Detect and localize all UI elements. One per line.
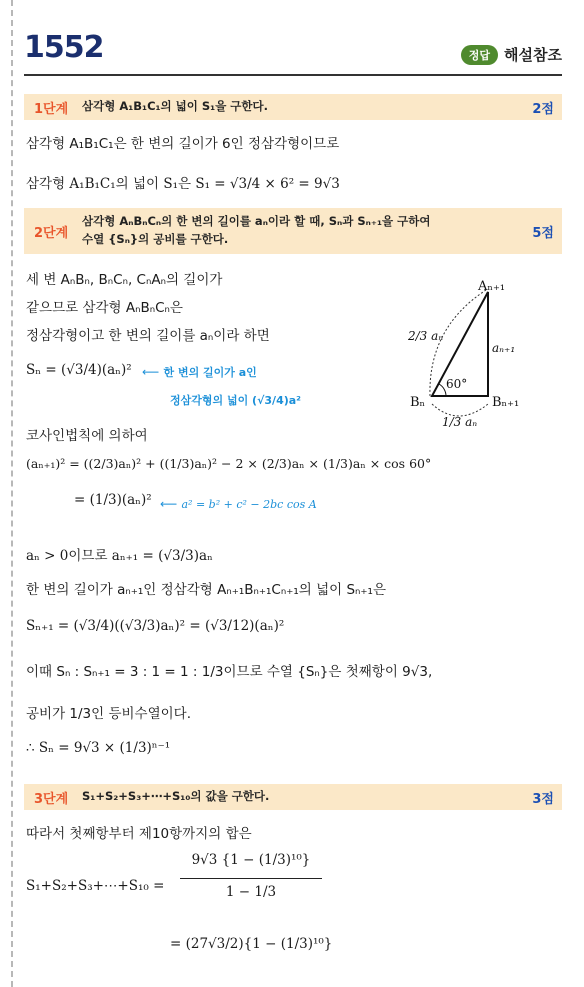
arrow-left-icon: ⟵ xyxy=(160,497,178,511)
text-line-9: = (1/3)(aₙ)² xyxy=(74,492,152,508)
bottom-side-label: 1/3 aₙ xyxy=(442,415,478,429)
text-line-8: (aₙ₊₁)² = ((2/3)aₙ)² + ((1/3)aₙ)² − 2 × (2/3)aₙ × (1/3)aₙ × cos 60° xyxy=(26,456,432,471)
sum-lhs: S₁+S₂+S₃+⋯+S₁₀ = xyxy=(26,878,165,894)
step-1-bar xyxy=(24,94,562,120)
note-3 xyxy=(160,496,317,512)
text-line-14: 공비가 1/3인 등비수열이다. xyxy=(26,706,192,722)
angle-arc xyxy=(439,384,446,396)
text-line-5: 정삼각형이고 한 변의 길이를 aₙ이라 하면 xyxy=(26,328,270,344)
page-margin-line xyxy=(11,0,13,987)
header-divider xyxy=(24,74,562,76)
vertex-A-label: Aₙ₊₁ xyxy=(478,279,506,294)
sum-numerator: 9√3 {1 − (1/3)¹⁰} xyxy=(191,852,311,868)
text-line-15: ∴ Sₙ = 9√3 × (1/3)ⁿ⁻¹ xyxy=(26,740,171,756)
text-line-12: Sₙ₊₁ = (√3/4)((√3/3)aₙ)² = (√3/12)(aₙ)² xyxy=(26,618,285,634)
text-line-11: 한 변의 길이가 aₙ₊₁인 정삼각형 Aₙ₊₁Bₙ₊₁Cₙ₊₁의 넓이 Sₙ₊₁은 xyxy=(26,582,387,598)
step-1-label: 1단계 xyxy=(34,101,69,117)
text-line-3: 세 변 AₙBₙ, BₙCₙ, CₙAₙ의 길이가 xyxy=(26,272,223,288)
step-2-desc-line1: 삼각형 AₙBₙCₙ의 한 변의 길이를 aₙ이라 할 때, Sₙ과 Sₙ₊₁을 구하여 xyxy=(82,214,431,229)
triangle-diagram xyxy=(408,278,558,438)
left-side-label: 2/3 aₙ xyxy=(408,329,444,343)
text-line-16: 따라서 첫째항부터 제10항까지의 합은 xyxy=(26,826,252,842)
note-1-text: 한 변의 길이가 a인 xyxy=(163,366,257,379)
note-1 xyxy=(142,364,257,380)
note-2-text: 정삼각형의 넓이 (√3/4)a² xyxy=(170,394,301,407)
fraction-bar xyxy=(180,878,322,879)
vertex-C-label: Bₙ₊₁ xyxy=(492,395,520,410)
problem-header xyxy=(24,28,562,68)
step-2-label: 2단계 xyxy=(34,225,69,241)
text-line-6: Sₙ = (√3/4)(aₙ)² xyxy=(26,362,132,378)
step-1-points: 2점 xyxy=(532,101,554,117)
answer-reference xyxy=(461,44,562,65)
vertex-B-label: Bₙ xyxy=(410,395,426,410)
note-2 xyxy=(170,392,301,408)
sum-denominator: 1 − 1/3 xyxy=(225,884,277,900)
step-1-desc: 삼각형 A₁B₁C₁의 넓이 S₁을 구한다. xyxy=(82,99,269,114)
text-line-13: 이때 Sₙ : Sₙ₊₁ = 3 : 1 = 1 : 1/3이므로 수열 {Sₙ}은 첫째항이 9√3, xyxy=(26,664,433,680)
problem-number: 1552 xyxy=(24,30,104,65)
note-3-text: a² = b² + c² − 2bc cos A xyxy=(181,498,317,511)
text-line-4: 같으므로 삼각형 AₙBₙCₙ은 xyxy=(26,300,183,316)
step-2-bar xyxy=(24,208,562,254)
text-line-7: 코사인법칙에 의하여 xyxy=(26,428,148,444)
step-3-label: 3단계 xyxy=(34,791,69,807)
arrow-left-icon: ⟵ xyxy=(142,365,160,379)
sum-result: = (27√3/2){1 − (1/3)¹⁰} xyxy=(170,936,333,952)
answer-ref-text: 해설참조 xyxy=(504,46,562,64)
answer-badge: 정답 xyxy=(461,45,498,65)
triangle-figure xyxy=(408,278,558,438)
step-3-bar xyxy=(24,784,562,810)
step-3-desc: S₁+S₂+S₃+⋯+S₁₀의 값을 구한다. xyxy=(82,789,270,804)
angle-label: 60° xyxy=(446,377,468,391)
step-2-points: 5점 xyxy=(532,225,554,241)
right-side-label: aₙ₊₁ xyxy=(492,341,516,355)
step-2-desc xyxy=(82,213,522,249)
text-line-1: 삼각형 A₁B₁C₁은 한 변의 길이가 6인 정삼각형이므로 xyxy=(26,136,340,152)
text-line-2: 삼각형 A₁B₁C₁의 넓이 S₁은 S₁ = √3/4 × 6² = 9√3 xyxy=(26,176,340,192)
step-3-points: 3점 xyxy=(532,791,554,807)
step-2-desc-line2: 수열 {Sₙ}의 공비를 구한다. xyxy=(82,232,229,246)
text-line-10: aₙ > 0이므로 aₙ₊₁ = (√3/3)aₙ xyxy=(26,548,213,564)
